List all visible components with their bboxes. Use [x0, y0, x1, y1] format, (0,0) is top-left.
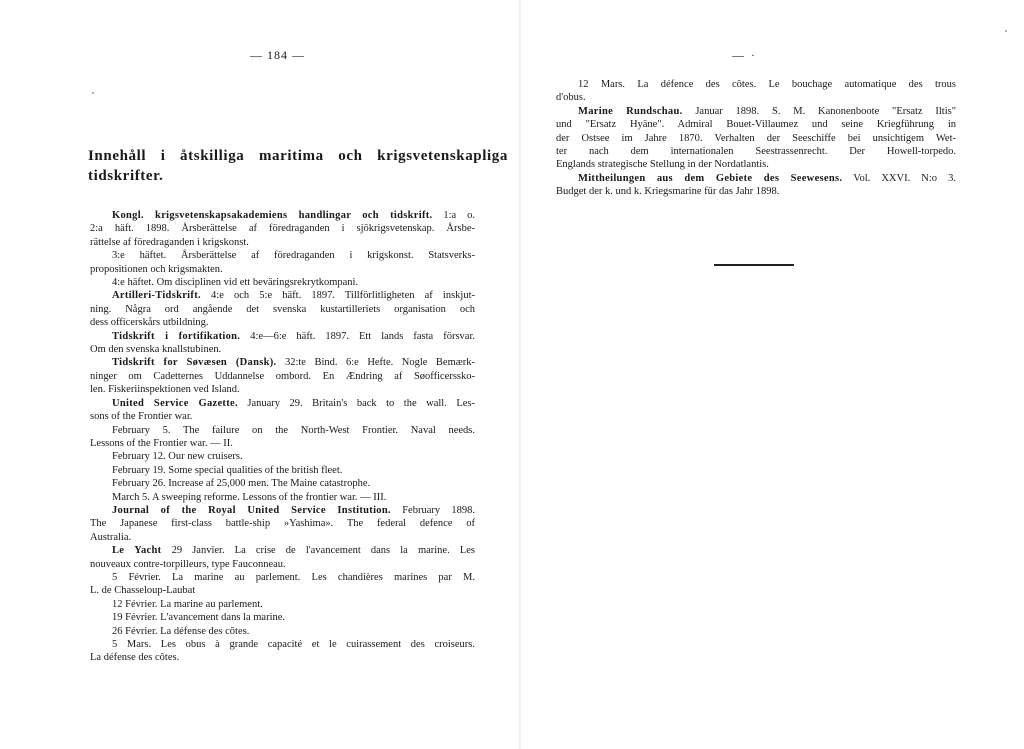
line-text: ter nach dem internationalen Seestrassenrecht. Der Howell-torpedo.: [556, 146, 956, 158]
right-page-text: [556, 78, 956, 199]
text-line: [556, 145, 956, 158]
journal-title: Tidskrift i fortifikation.: [112, 330, 241, 342]
closing-rule: [714, 264, 794, 266]
text-line: [556, 91, 956, 104]
text-line: [90, 450, 475, 463]
line-text: Lessons of the Frontier war. — II.: [90, 437, 233, 449]
journal-title: Artilleri-Tidskrift.: [112, 290, 201, 302]
line-text: nouveaux contre-torpilleurs, type Fauconneau.: [90, 558, 286, 570]
line-text: 5 Février. La marine au parlement. Les chandières marines par M.: [112, 571, 475, 583]
text-line: [90, 383, 475, 396]
line-text: 12 Mars. La défence des côtes. Le bouchage automatique des trous: [578, 79, 956, 90]
text-line: [90, 370, 475, 383]
text-line: [90, 410, 475, 423]
text-line: [90, 356, 475, 369]
line-text: February 5. The failure on the North-West Frontier. Naval needs.: [112, 424, 475, 436]
line-text: Januar 1898. S. M. Kanonenboote "Ersatz Iltis": [682, 105, 956, 117]
line-text: The Japanese first-class battle-ship »Yashima». The federal defence of: [90, 518, 475, 530]
line-text: March 5. A sweeping reforme. Lessons of the frontier war. — III.: [112, 491, 387, 503]
line-text: Englands strategische Stellung in der Nordatlantis.: [556, 159, 769, 171]
margin-speck: [92, 92, 94, 94]
text-line: [556, 132, 956, 145]
line-text: len. Fiskeriinspektionen ved Island.: [90, 384, 240, 396]
text-line: [90, 598, 475, 611]
line-text: 4:e—6:e häft. 1897. Ett lands fasta försvar.: [240, 330, 475, 342]
text-line: [90, 263, 475, 276]
line-text: 12 Février. La marine au parlement.: [112, 598, 263, 610]
line-text: L. de Chasseloup-Laubat: [90, 585, 196, 597]
text-line: [90, 584, 475, 597]
text-line: [556, 105, 956, 118]
line-text: 1:a o.: [432, 210, 475, 221]
line-text: January 29. Britain's back to the wall. Les-: [237, 397, 475, 409]
text-line: [90, 303, 475, 316]
line-text: February 1898.: [390, 504, 475, 516]
text-line: [556, 158, 956, 171]
text-line: [90, 236, 475, 249]
journal-title: Journal of the Royal United Service Institution.: [112, 504, 391, 516]
journal-title: United Service Gazette.: [112, 397, 238, 409]
text-line: [90, 276, 475, 289]
text-line: [556, 172, 956, 185]
line-text: 3:e häftet. Årsberättelse af föredraganden i krigskonst. Statsverks-: [112, 250, 475, 262]
line-text: rättelse af föredraganden i krigskonst.: [90, 236, 249, 248]
line-text: 19 Février. L'avancement dans la marine.: [112, 612, 286, 624]
journal-title: Marine Rundschau.: [578, 105, 683, 117]
journal-title: Mittheilungen aus dem Gebiete des Seewesens.: [578, 172, 843, 184]
text-line: [90, 464, 475, 477]
line-text: Vol. XXVI. N:o 3.: [842, 172, 956, 184]
text-line: [90, 571, 475, 584]
text-line: [90, 491, 475, 504]
text-line: [90, 625, 475, 638]
line-text: 2:a häft. 1898. Årsberättelse af föredraganden i sjökrigsvetenskap. Årsbe-: [90, 223, 475, 235]
line-text: der Ostsee im Jahre 1870. Verhalten der Seeschiffe bei unsichtigem Wet-: [556, 132, 956, 144]
text-line: [90, 517, 475, 530]
text-line: [90, 531, 475, 544]
text-line: [90, 424, 475, 437]
journal-title: Le Yacht: [112, 545, 162, 557]
line-text: Australia.: [90, 531, 132, 543]
line-text: February 12. Our new cruisers.: [112, 451, 243, 463]
line-text: sons of the Frontier war.: [90, 411, 193, 423]
line-text: ninger om Cadetternes Uddannelse ombord. En Ændring af Søofficersskо-: [90, 370, 475, 382]
line-text: February 19. Some special qualities of the british fleet.: [112, 464, 343, 476]
line-text: ning. Några ord angående det svenska kustartilleriets organisation och: [90, 303, 475, 315]
text-line: [90, 222, 475, 235]
journal-title: Kongl. krigsvetenskapsakademiens handlingar och tidskrift.: [112, 210, 433, 221]
right-page: [520, 0, 1024, 749]
line-text: La défense des côtes.: [90, 652, 180, 664]
line-text: 5 Mars. Les obus à grande capacité et le cuirassement des croiseurs.: [112, 639, 475, 650]
text-line: [90, 651, 475, 664]
text-line: [90, 544, 475, 557]
line-text: 26 Février. La défense des côtes.: [112, 625, 250, 637]
text-line: [90, 558, 475, 571]
text-line: [556, 118, 956, 131]
running-header-mark: — ·: [732, 48, 757, 62]
section-heading: Innehåll i åtskilliga maritima och krigsvetenskapliga tidskrifter.: [88, 148, 508, 184]
line-text: Om den svenska knallstubinen.: [90, 344, 222, 356]
margin-speck: [1005, 30, 1007, 32]
left-page-text: [90, 209, 475, 665]
text-line: [90, 249, 475, 262]
text-line: [90, 289, 475, 302]
text-line: [556, 185, 956, 198]
line-text: February 26. Increase af 25,000 men. The Maine catastrophe.: [112, 478, 371, 490]
line-text: Budget der k. und k. Kriegsmarine für das Jahr 1898.: [556, 186, 780, 198]
line-text: propositionen och krigsmakten.: [90, 263, 223, 275]
page-number: — 184 —: [250, 48, 305, 62]
text-line: [90, 611, 475, 624]
text-line: [90, 330, 475, 343]
text-line: [90, 437, 475, 450]
line-text: 4:e och 5:e häft. 1897. Tillförlitligheten af inskjut-: [200, 290, 475, 302]
text-line: [90, 638, 475, 651]
text-line: [90, 504, 475, 517]
text-line: [90, 477, 475, 490]
line-text: 29 Janvier. La crise de l'avancement dans la marine. Les: [161, 545, 475, 557]
journal-title: Tidskrift for Søvæsen (Dansk).: [112, 357, 277, 369]
text-line: [556, 78, 956, 91]
text-line: [90, 316, 475, 329]
line-text: 32:te Bind. 6:e Hefte. Nogle Bemærk-: [276, 357, 475, 369]
line-text: dess officerskårs utbildning.: [90, 317, 209, 329]
line-text: 4:e häftet. Om disciplinen vid ett beväringsrekrytkompani.: [112, 277, 359, 289]
line-text: d'obus.: [556, 92, 586, 104]
text-line: [90, 209, 475, 222]
line-text: und "Ersatz Hyäne". Admiral Bouet-Villaumez und seine Kriegführung in: [556, 119, 956, 131]
text-line: [90, 397, 475, 410]
text-line: [90, 343, 475, 356]
